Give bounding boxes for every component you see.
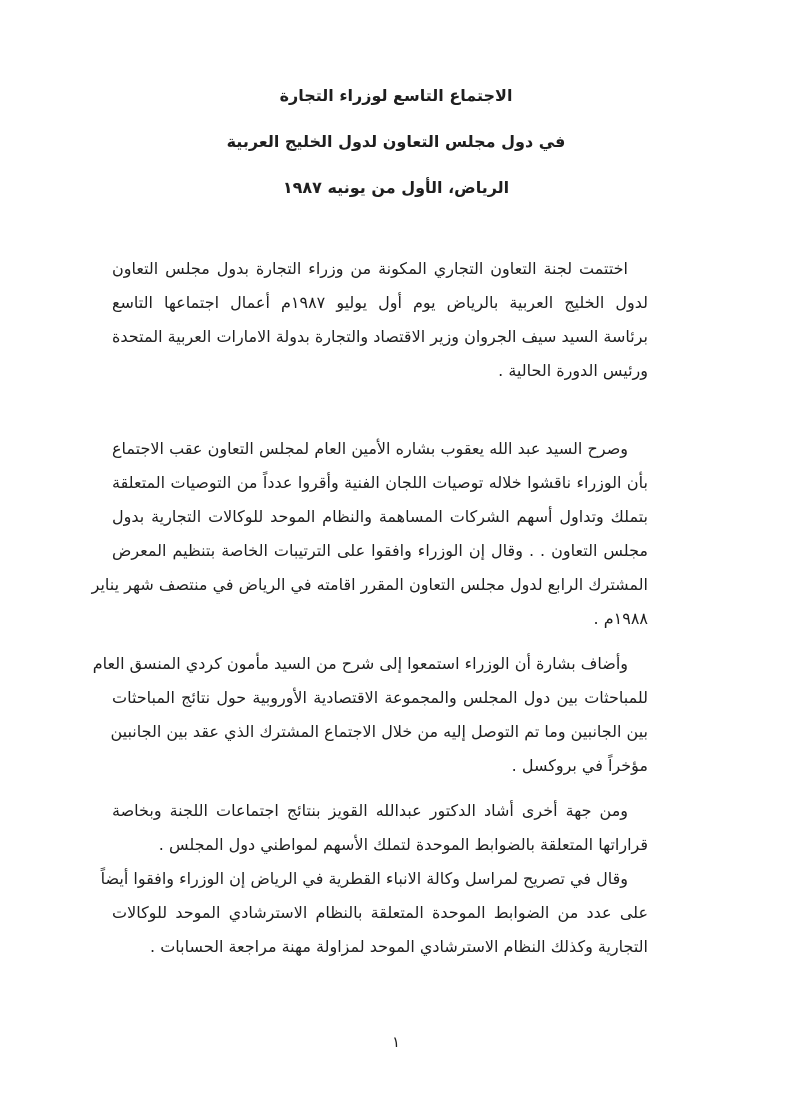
page-number: ١ [391,1033,401,1051]
text-line: برئاسة السيد سيف الجروان وزير الاقتصاد والتجارة بدولة الامارات العربية المتحدة [112,327,648,346]
text-line: وصرح السيد عبد الله يعقوب بشاره الأمين العام لمجلس التعاون عقب الاجتماع [112,439,628,458]
text-line: المشترك الرابع لدول مجلس التعاون المقرر اقامته في الرياض في منتصف شهر يناير [91,575,648,594]
text-line: وقال في تصريح لمراسل وكالة الانباء القطرية في الرياض إن الوزراء وافقوا أيضاً [100,869,628,888]
text-line: بأن الوزراء ناقشوا خلاله توصيات اللجان الفنية وأقروا عدداً من التوصيات المتعلقة [112,473,648,492]
text-line: ورئيس الدورة الحالية . [498,361,648,380]
document-title-line-2: في دول مجلس التعاون لدول الخليج العربية [226,132,566,151]
paragraph-2 [91,432,648,636]
document-title-block [0,73,792,211]
text-line: على عدد من الضوابط الموحدة المتعلقة بالنظام الاسترشادي الموحد للوكالات [112,903,648,922]
text-line: التجارية وكذلك النظام الاسترشادي الموحد لمزاولة مهنة مراجعة الحسابات . [150,937,648,956]
paragraph-3 [92,647,648,783]
paragraph-1 [112,252,648,388]
text-line: لدول الخليج العربية بالرياض يوم أول يوليو ١٩٨٧م أعمال اجتماعها التاسع [112,293,649,312]
paragraph-5 [100,862,648,964]
text-line: اختتمت لجنة التعاون التجاري المكونة من وزراء التجارة بدول مجلس التعاون [112,259,628,278]
text-line: بين الجانبين وما تم التوصل إليه من خلال الاجتماع المشترك الذي عقد بين الجانبين [110,722,648,741]
text-line: ١٩٨٨م . [593,609,648,628]
text-line: للمباحثات بين دول المجلس والمجموعة الاقتصادية الأوروبية حول نتائج المباحثات [112,688,648,707]
text-line: مؤخراً في بروكسل . [511,756,648,775]
text-line: بتملك وتداول أسهم الشركات المساهمة والنظام الموحد للوكالات التجارية بدول [112,507,648,526]
document-body [91,252,649,964]
paragraph-4 [112,794,648,862]
text-line: وأضاف بشارة أن الوزراء استمعوا إلى شرح من السيد مأمون كردي المنسق العام [92,654,628,673]
text-line: ومن جهة أخرى أشاد الدكتور عبدالله القويز بنتائج اجتماعات اللجنة وبخاصة [112,801,628,820]
document-title-line-1: الاجتماع التاسع لوزراء التجارة [279,86,513,105]
document-title-line-3: الرياض، الأول من يونيه ١٩٨٧ [282,178,510,197]
text-line: قراراتها المتعلقة بالضوابط الموحدة لتملك الأسهم لمواطني دول المجلس . [158,835,648,854]
text-line: مجلس التعاون . . وقال إن الوزراء وافقوا على الترتيبات الخاصة بتنظيم المعرض [112,541,648,560]
